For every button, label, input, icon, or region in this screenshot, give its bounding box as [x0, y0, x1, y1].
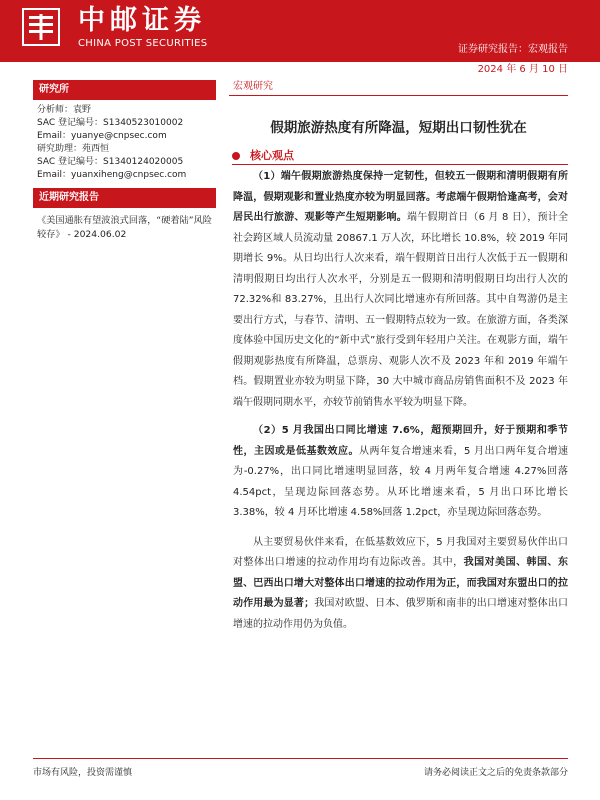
assistant-sac-number: SAC 登记编号：S1340124020005 — [37, 157, 184, 167]
footer-divider — [33, 758, 568, 759]
para1-bold: （1）端午假期旅游热度保持一定韧性，但较五一假期和清明假期有所降温，假期观影和置业热度亦较为明显回落。考虑端午假期恰逢高考，会对居民出行旅游、观影等产生短期影响。 — [233, 171, 568, 223]
paragraph-2 — [233, 421, 568, 524]
logo-english-text: CHINA POST SECURITIES — [78, 38, 208, 49]
paragraph-3 — [233, 533, 568, 636]
report-title: 假期旅游热度有所降温，短期出口韧性犹在 — [270, 120, 527, 136]
para3-bold: 我国对美国、韩国、东盟、巴西出口增大对整体出口增速的拉动作用为正，而我国对东盟出口的拉动作用最为显著； — [233, 557, 569, 609]
analyst-list — [33, 100, 216, 182]
institute-label: 研究所 — [33, 80, 216, 100]
section-label: 宏观研究 — [229, 80, 568, 96]
para2-text: 从两年复合增速来看，5 月出口两年复合增速为-0.27%，出口同比增速明显回落，较 4 月两年复合增速 4.27%回落 4.54pct，呈现边际回落态势。从环比增速来看，5 月出口环比增长 3.38%，较 4 月环比增速 4.58%回落 1.2pct，亦呈现边际回落态势。 — [233, 445, 568, 518]
recent-report-item: 《美国通胀有望波浪式回落，“硬着陆”风险较存》 - 2024.06.02 — [37, 215, 212, 240]
report-date: 2024 年 6 月 10 日 — [477, 64, 568, 75]
report-type-label: 证券研究报告：宏观报告 — [458, 44, 568, 55]
header-banner — [0, 0, 600, 62]
para3-text-a: 从主要贸易伙伴来看，在低基数效应下，5 月我国对主要贸易伙伴出口对整体出口增速的拉动作用均有边际改善。其中， — [233, 536, 568, 568]
bullet-dot-icon — [232, 152, 240, 160]
analyst-email: Email：yuanye@cnpsec.com — [37, 131, 167, 141]
sidebar — [33, 80, 216, 242]
core-views-heading — [232, 148, 568, 165]
disclaimer-note: 请务必阅读正文之后的免责条款部分 — [423, 768, 568, 778]
logo-chinese-text: 中邮证券 — [78, 5, 206, 36]
china-post-logo-icon — [20, 6, 62, 48]
para3-text-b: 我国对欧盟、日本、俄罗斯和南非的出口增速对整体出口增速的拉动作用仍为负值。 — [233, 598, 568, 630]
recent-reports-label: 近期研究报告 — [33, 188, 216, 208]
para2-bold: （2）5 月我国出口同比增速 7.6%，超预期回升，好于预期和季节性，主因或是低基数效应。 — [233, 425, 568, 457]
para1-text: 端午假期首日（6 月 8 日），预计全社会跨区域人员流动量 20867.1 万人次，环比增长 10.8%，较 2019 年同期增长 9%。从日均出行人次来看，端午假期首日出行人次低于五一假期和清明假期日均出行人次水平，分别是五一假期和清明假期日均出行人次的 72.32%和 83.27%，且出行人次同比增速亦有所回落。其中自驾游仍是主要出行方式，与春节、清明、五一假期特点较为一致。在旅游方面，各类深度体验中国历史文化的“新中式”旅行受到年轻用户关注。在观影方面，端午假期观影热度有所降温，总票房、观影人次不及 2023 年和 2019 年端午档。假期置业亦较为明显下降，30 大中城市商品房销售面积不及 2023 年端午假期同期水平，亦较节前销售水平较为明显下降。 — [233, 212, 568, 408]
body-text — [233, 167, 568, 644]
risk-warning: 市场有风险，投资需谨慎 — [33, 768, 133, 778]
analyst-name: 分析师：袁野 — [37, 105, 92, 115]
core-views-label: 核心观点 — [250, 149, 294, 162]
assistant-email: Email：yuanxiheng@cnpsec.com — [37, 170, 187, 180]
assistant-name: 研究助理：苑西恒 — [37, 144, 110, 154]
analyst-sac-number: SAC 登记编号：S1340523010002 — [37, 118, 184, 128]
paragraph-1 — [233, 167, 568, 413]
